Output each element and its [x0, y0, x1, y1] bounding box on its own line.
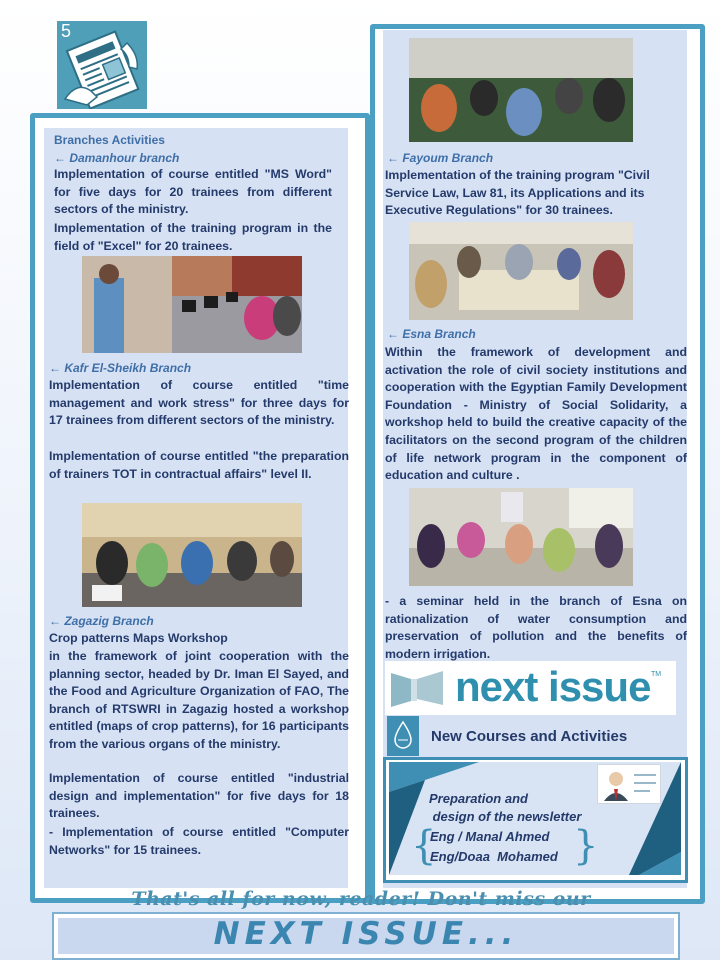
fayoum-photo: [409, 38, 633, 142]
fayoum-heading: [387, 151, 493, 165]
kafr-heading: [49, 361, 191, 375]
page-number: 5: [61, 21, 72, 41]
damanhour-paragraph-2: Implementation of the training program in the field of "Excel" for 20 trainees.: [54, 221, 332, 253]
arrow-left-icon: ←: [49, 614, 61, 628]
next-issue-logo-text: next issue: [455, 663, 651, 710]
esna-paragraph-1: Within the framework of development and activation the role of civil society institutions and cooperation with the Egyptian Family Development Foundation - Ministry of Social Solidarity, a workshop held to build the creative capacity of the facilitators on the second program of the children of life network program in the component of education and culture .: [385, 345, 687, 483]
new-courses-bar: [385, 716, 687, 756]
zagazig-paragraph-3: Implementation of course entitled "industrial design and implementation" for five days for 18 trainees.: [49, 771, 349, 821]
water-drop-icon: [387, 716, 419, 756]
footer-tagline: That's all for now, reader! Don't miss our: [131, 888, 591, 910]
credits-name-1: Eng / Manal Ahmed: [430, 829, 550, 844]
fayoum-photo-2: [409, 222, 633, 320]
esna-heading-label: Esna Branch: [402, 327, 476, 341]
kafr-paragraph-1: Implementation of course entitled "time management and work stress" for three days for 17 trainees from different sectors of the ministry.: [49, 378, 349, 428]
zagazig-paragraph-4: - Implementation of course entitled "Computer Networks" for 15 trainees.: [49, 825, 349, 857]
newspaper-icon: [57, 21, 147, 109]
fayoum-heading-label: Fayoum Branch: [402, 151, 494, 165]
kafr-paragraph-2: Implementation of course entitled "the preparation of trainers TOT in contractual affairs" level II.: [49, 449, 349, 481]
new-courses-label: New Courses and Activities: [431, 728, 628, 745]
zagazig-paragraph-2: in the framework of joint cooperation with the planning sector, headed by Dr. Iman El Sayed, and the Food and Agriculture Organization of FAO, The branch of RTSWRI in Zagazig hosted a workshop entitled (maps of crop patterns), for 16 participants from the various organs of the ministry.: [49, 649, 349, 751]
credits-inner: [389, 762, 681, 875]
arrow-left-icon: ←: [49, 361, 61, 375]
damanhour-heading-label: Damanhour branch: [69, 151, 180, 165]
page-number-badge: [57, 21, 147, 109]
brace-left-icon: {: [411, 823, 437, 869]
trademark-mark: TM: [651, 671, 662, 678]
next-issue-emblem-icon: [387, 661, 447, 715]
branches-activities-title: Branches Activities: [54, 133, 165, 147]
damanhour-paragraph-1: Implementation of course entitled "MS Word" for five days for 20 trainees from different sectors of the ministry.: [54, 167, 332, 217]
esna-heading: [387, 327, 476, 341]
esna-photo: [409, 488, 633, 586]
footer-next-issue-text: NEXT ISSUE...: [213, 916, 519, 952]
next-issue-logo: [385, 661, 676, 715]
zagazig-heading: [49, 614, 154, 628]
credits-line-1: Preparation and: [429, 791, 528, 806]
kafr-heading-label: Kafr El-Sheikh Branch: [64, 361, 192, 375]
kafr-photo: [82, 503, 302, 607]
arrow-left-icon: ←: [54, 151, 66, 165]
fayoum-paragraph-1: Implementation of the training program "Civil Service Law, Law 81, its Applications and its Executive Regulations" for 30 trainees.: [385, 168, 650, 218]
arrow-left-icon: ←: [387, 327, 399, 341]
arrow-left-icon: ←: [387, 151, 399, 165]
credits-name-2: Eng/Doaa Mohamed: [430, 849, 558, 864]
damanhour-photo: [82, 256, 302, 353]
zagazig-heading-label: Zagazig Branch: [64, 614, 154, 628]
person-card-icon: [597, 764, 661, 804]
damanhour-heading: [54, 151, 179, 165]
zagazig-paragraph-1: Crop patterns Maps Workshop: [49, 631, 228, 645]
footer-next-issue-bar: [52, 912, 680, 960]
credits-line-2: design of the newsletter: [429, 809, 582, 824]
esna-paragraph-2: - a seminar held in the branch of Esna on rationalization of water consumption and preservation of pollution and the benefits of modern irrigation.: [385, 594, 687, 661]
brace-right-icon: }: [573, 823, 599, 869]
